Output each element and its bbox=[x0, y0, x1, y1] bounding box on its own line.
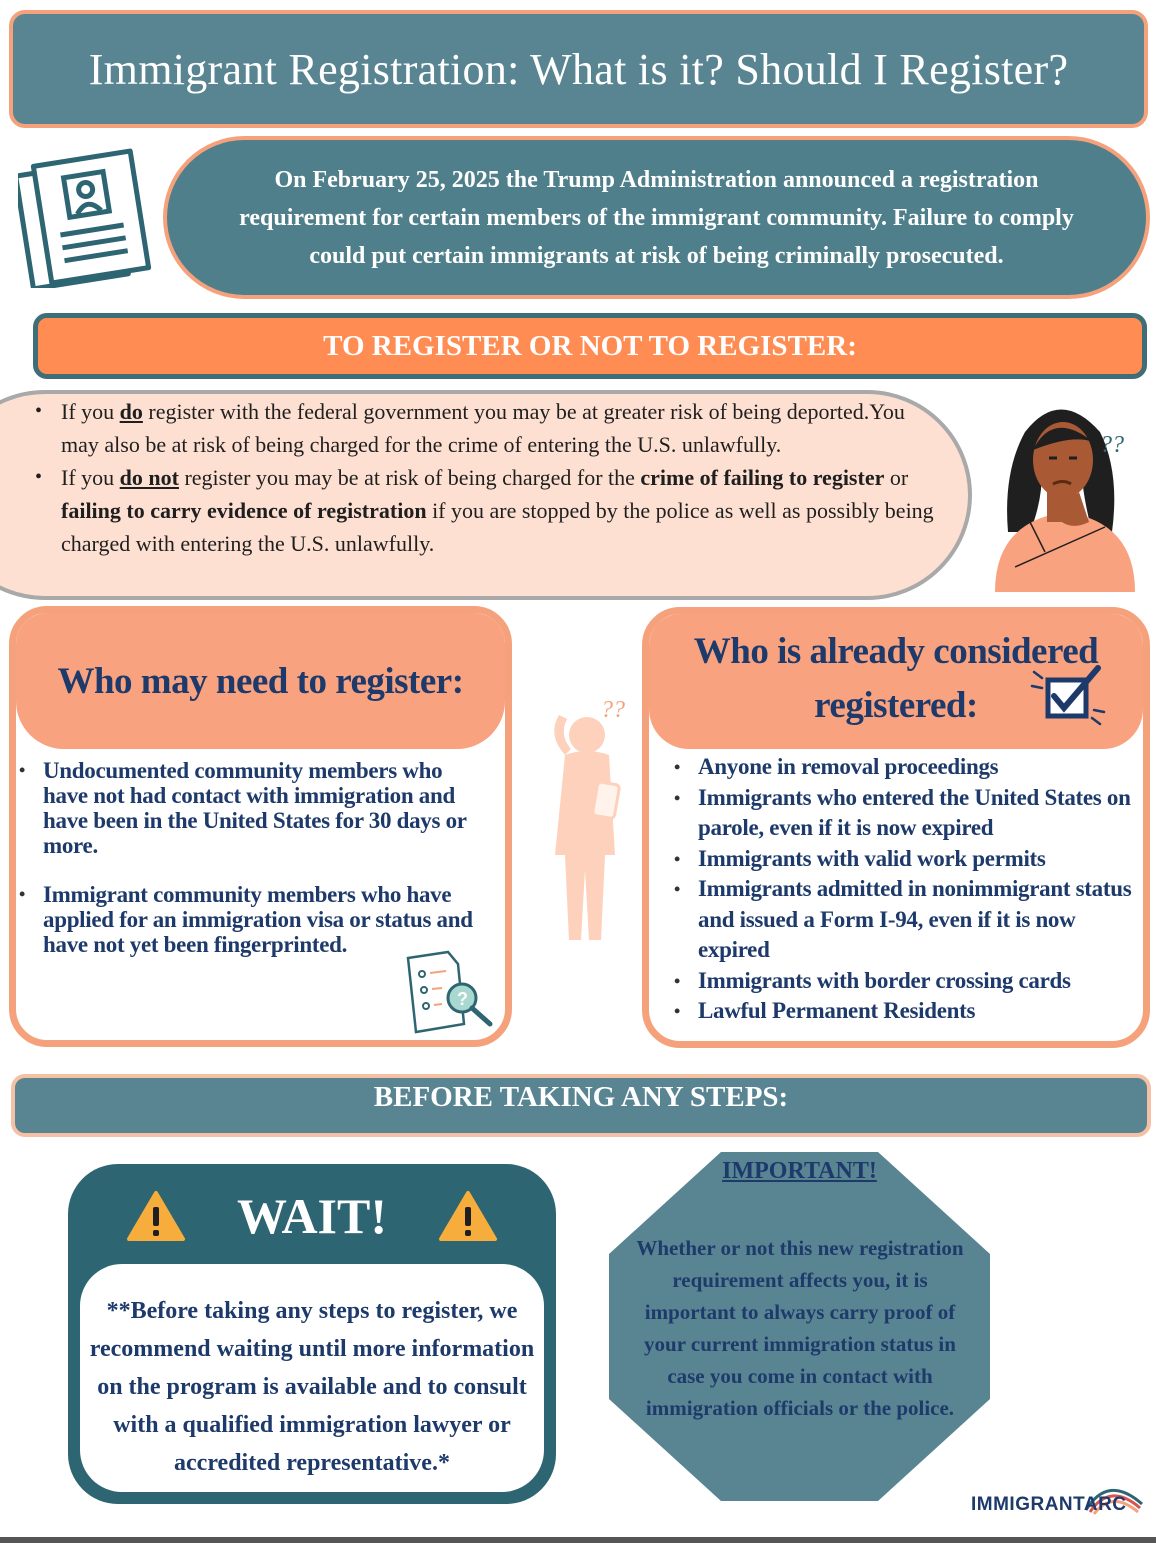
list-item: • If you do not register you may be at risk of being charged for the crime of failing to register or failing to carry evidence of registration if you are stopped by the police as well as possibly being charged with entering the U.S. unlawfully. bbox=[33, 461, 938, 560]
already-registered-list bbox=[670, 752, 1140, 1027]
svg-text:??: ?? bbox=[1100, 432, 1124, 458]
intro-panel bbox=[163, 136, 1150, 299]
emphasis-do-not: do not bbox=[119, 465, 179, 490]
important-text: Whether or not this new registration requirement affects you, it is important to always carry proof of your current immigration status in case you come in contact with immigration officials or the police. bbox=[636, 1236, 964, 1420]
who-may-need-header bbox=[16, 613, 505, 749]
checkbox-icon bbox=[1030, 658, 1108, 728]
list-item: • Immigrants with valid work permits bbox=[670, 844, 1140, 875]
who-may-need-list bbox=[19, 758, 489, 981]
register-banner-label: TO REGISTER OR NOT TO REGISTER: bbox=[323, 329, 857, 362]
page-title: Immigrant Registration: What is it? Should I Register? bbox=[88, 44, 1069, 94]
confused-person-icon bbox=[545, 695, 635, 945]
svg-text:?: ? bbox=[457, 989, 468, 1009]
thinking-woman-icon bbox=[985, 392, 1145, 592]
logo bbox=[971, 1494, 1127, 1516]
intro-text: On February 25, 2025 the Trump Administration announced a registration requirement for certain members of the immigrant community. Failure to comply could put certain immigrants at risk of being criminally prosecuted. bbox=[239, 166, 1074, 269]
steps-banner-label: BEFORE TAKING ANY STEPS: bbox=[373, 1081, 789, 1113]
important-title: IMPORTANT! bbox=[722, 1158, 877, 1184]
already-registered-heading: Who is already considered registered: bbox=[693, 631, 1099, 726]
emphasis-do: do bbox=[119, 399, 143, 424]
logo-word-arc: ARC bbox=[1083, 1494, 1127, 1515]
list-item: • Immigrant community members who have applied for an immigration visa or status and have not yet been fingerprinted. bbox=[19, 882, 489, 957]
id-document-icon bbox=[18, 148, 153, 288]
wait-text: **Before taking any steps to register, we recommend waiting until more information on the program is available and to consult with a qualified immigration lawyer or accredited representative.* bbox=[89, 1298, 535, 1476]
logo-word-immigrant: IMMIGRANT bbox=[971, 1494, 1084, 1515]
page-bottom-edge bbox=[0, 1537, 1156, 1543]
warning-icon bbox=[127, 1190, 185, 1242]
wait-title: WAIT! bbox=[236, 1188, 388, 1244]
steps-banner bbox=[11, 1074, 1151, 1137]
title-banner bbox=[9, 10, 1148, 128]
list-item: • Lawful Permanent Residents bbox=[670, 996, 1140, 1027]
list-item: • Immigrants with border crossing cards bbox=[670, 966, 1140, 997]
svg-text:??: ?? bbox=[601, 697, 625, 723]
list-item: • Undocumented community members who have not had contact with immigration and have been in the United States for 30 days or more. bbox=[19, 758, 489, 858]
checklist-search-icon bbox=[402, 950, 497, 1035]
warning-icon bbox=[439, 1190, 497, 1242]
list-item: • Immigrants who entered the United States on parole, even if it is now expired bbox=[670, 783, 1140, 844]
list-item: • Immigrants admitted in nonimmigrant status and issued a Form I-94, even if it is now expired bbox=[670, 874, 1140, 966]
list-item: • If you do register with the federal government you may be at greater risk of being deported.You may also be at risk of being charged for the crime of entering the U.S. unlawfully. bbox=[33, 395, 938, 461]
risks-list bbox=[33, 395, 938, 560]
register-banner bbox=[33, 313, 1147, 379]
who-may-need-heading: Who may need to register: bbox=[57, 660, 464, 702]
list-item: • Anyone in removal proceedings bbox=[670, 752, 1140, 783]
wait-header bbox=[68, 1176, 556, 1256]
